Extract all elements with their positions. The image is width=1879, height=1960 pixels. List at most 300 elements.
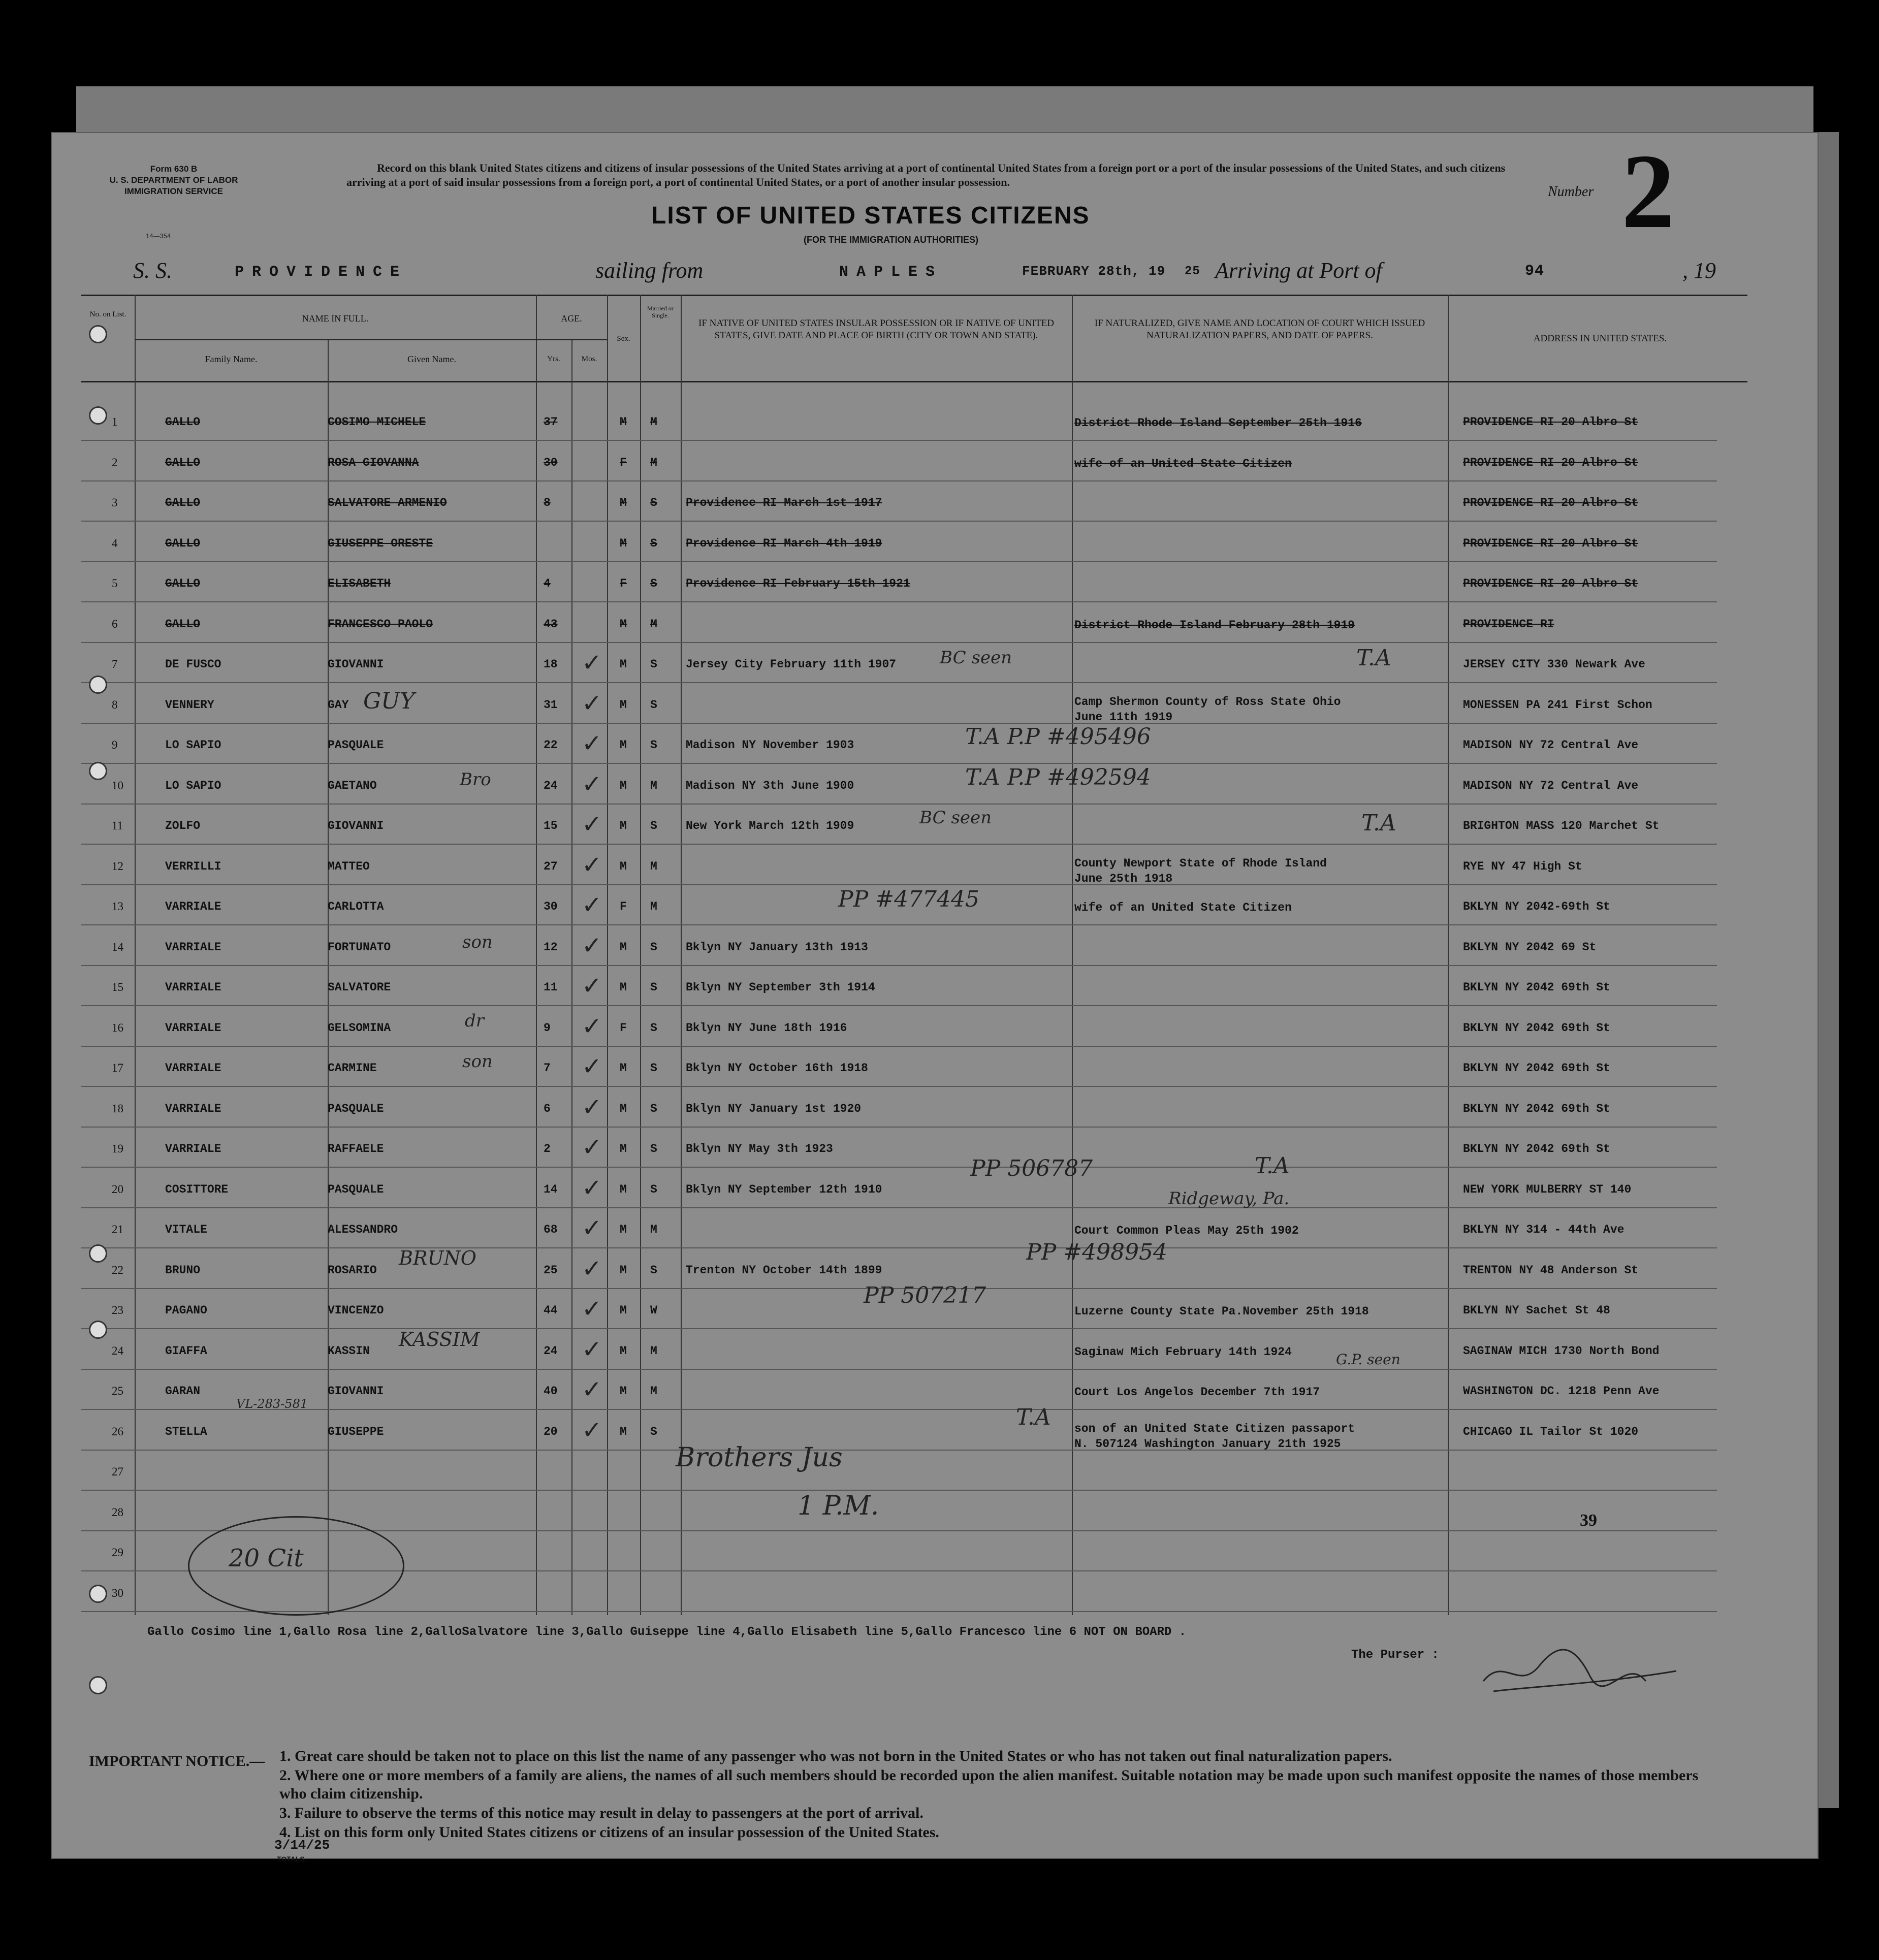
purser-signature [1473,1635,1686,1707]
purser-label: The Purser : [1351,1648,1439,1662]
sex-cell: M [620,859,627,873]
marital-status-cell: M [650,415,657,429]
age-cell: 11 [544,981,558,994]
address-cell: PROVIDENCE RI 20 Albro St [1463,577,1639,590]
marital-status-cell: S [650,1021,657,1035]
age-cell: 20 [544,1425,558,1438]
header-name-in-full: NAME IN FULL. [302,313,369,324]
sex-cell: M [620,940,627,954]
family-name-cell: GALLO [165,415,201,429]
age-cell: 40 [544,1385,558,1398]
age-cell: 27 [544,859,558,873]
row-rule [81,682,1717,683]
address-cell: CHICAGO IL Tailor St 1020 [1463,1425,1639,1438]
arrival-day: 94 [1525,263,1545,280]
family-name-cell: VARRIALE [165,1062,221,1075]
handwritten-passport-9: T.A P.P #495496 [965,724,1151,750]
header-age: AGE. [561,313,582,324]
checkmark-icon: ✓ [582,891,602,919]
row-rule [81,1490,1717,1491]
handwritten-ta-26: T.A [1016,1404,1051,1430]
checkmark-icon: ✓ [582,850,602,879]
row-rule [81,1207,1717,1208]
header-birth: IF NATIVE OF UNITED STATES INSULAR POSSESSION OR IF NATIVE OF UNITED STATES, GIVE DATE AND PLACE OF BIRTH (CITY OR TOWN AND STATE). [698,318,1054,341]
marital-status-cell: M [650,1385,657,1398]
given-name-cell: VINCENZO [328,1304,384,1317]
sex-cell: M [620,1304,627,1317]
birth-cell: Bklyn NY January 1st 1920 [686,1102,862,1115]
binder-hole [89,676,107,694]
row-number: 26 [112,1425,123,1438]
marital-status-cell: S [650,940,657,954]
given-name-cell: KASSIN [328,1344,370,1358]
age-cell: 68 [544,1223,558,1236]
age-cell: 43 [544,617,558,631]
form-reference [108,164,240,197]
address-cell: BKLYN NY 2042 69 St [1463,940,1597,954]
checkmark-icon: ✓ [582,1012,602,1041]
handwritten-passport-10: T.A P.P #492594 [965,764,1151,790]
stamp-date: 3/14/25 [274,1838,330,1853]
row-rule [81,924,1717,925]
row-rule [81,804,1717,805]
checkmark-icon: ✓ [582,810,602,839]
marital-status-cell: M [650,1344,657,1358]
handwritten-bro: Bro [460,769,491,790]
age-cell: 2 [544,1142,551,1155]
row-number: 27 [112,1465,123,1478]
checkmark-icon: ✓ [582,1173,602,1202]
sex-cell: F [620,900,627,913]
row-rule [81,1450,1717,1451]
birth-cell: Providence RI February 15th 1921 [686,577,910,590]
row-number: 23 [112,1304,123,1316]
family-name-cell: GALLO [165,617,201,631]
header-bottom-rule [81,381,1747,382]
row-rule [81,844,1717,845]
checkmark-icon: ✓ [582,1295,602,1323]
age-cell: 24 [544,779,558,792]
checkmark-icon: ✓ [582,1335,602,1364]
row-number: 15 [112,981,123,993]
birth-cell: Bklyn NY May 3th 1923 [686,1142,833,1155]
address-cell: MONESSEN PA 241 First Schon [1463,698,1652,712]
row-number: 8 [112,698,118,711]
address-cell: PROVIDENCE RI 20 Albro St [1463,536,1639,550]
marital-status-cell: S [650,1062,657,1075]
row-number: 17 [112,1062,123,1074]
family-name-cell: PAGANO [165,1304,207,1317]
handwritten-bc-seen-11: BC seen [919,808,992,828]
family-name-cell: GARAN [165,1385,201,1398]
table-row [81,846,1717,886]
row-rule [81,723,1717,724]
checkmark-icon: ✓ [582,1214,602,1242]
sex-cell: M [620,415,627,429]
row-number: 10 [112,779,123,792]
naturalization-cell: County Newport State of Rhode Island June 25th 1918 [1074,856,1327,885]
age-cell: 15 [544,819,558,832]
row-rule [81,561,1717,562]
family-name-cell: VERRILLI [165,859,221,873]
family-name-cell: GALLO [165,536,201,550]
sex-cell: M [620,1425,627,1438]
naturalization-cell: wife of an United State Citizen [1074,901,1292,914]
row-number: 6 [112,617,118,630]
sex-cell: M [620,779,627,792]
row-number: 9 [112,738,118,751]
marital-status-cell: S [650,819,657,832]
header-family-name: Family Name. [205,354,258,364]
sex-cell: M [620,1102,627,1115]
binder-hole [89,1585,107,1603]
binder-hole [89,1676,107,1694]
table-row [81,482,1717,523]
header-married-single: Married or Single. [647,305,674,319]
row-number: 11 [112,819,123,832]
age-cell: 7 [544,1062,551,1075]
family-name-cell: GIAFFA [165,1344,207,1358]
marital-status-cell: S [650,1182,657,1196]
given-name-cell: PASQUALE [328,1182,384,1196]
age-cell: 30 [544,456,558,469]
not-on-board-note: Gallo Cosimo line 1,Gallo Rosa line 2,GalloSalvatore line 3,Gallo Guiseppe line 4,Gallo Elisabeth line 5,Gallo Francesco line 6 NOT ON BOARD . [147,1625,1187,1639]
row-rule [81,642,1717,643]
marital-status-cell: S [650,536,657,550]
table-row [81,805,1717,846]
given-name-cell: CARLOTTA [328,900,384,913]
birth-cell: Bklyn NY January 13th 1913 [686,940,868,954]
marital-status-cell: S [650,1102,657,1115]
birth-cell: Bklyn NY September 3th 1914 [686,981,875,994]
header-naturalization: IF NATURALIZED, GIVE NAME AND LOCATION OF COURT WHICH ISSUED NATURALIZATION PAPERS, AND DATE OF PAPERS. [1094,318,1425,341]
header-sex: Sex. [617,335,630,343]
handwritten-given-guy: GUY [363,688,415,714]
marital-status-cell: S [650,577,657,590]
age-cell: 37 [544,415,558,429]
family-name-cell: STELLA [165,1425,207,1438]
sex-cell: M [620,617,627,631]
sex-cell: M [620,496,627,509]
given-name-cell: ROSA GIOVANNA [328,456,419,469]
age-cell: 44 [544,1304,558,1317]
row-number: 29 [112,1546,123,1559]
sex-cell: M [620,1062,627,1075]
table-row [81,523,1717,563]
table-row [81,1007,1717,1048]
address-cell: BKLYN NY 2042 69th St [1463,981,1610,994]
given-name-cell: FORTUNATO [328,940,391,954]
birth-cell: Trenton NY October 14th 1899 [686,1263,882,1277]
address-cell: BKLYN NY 2042 69th St [1463,1102,1610,1115]
address-cell: SAGINAW MICH 1730 North Bond [1463,1344,1660,1358]
naturalization-cell: Camp Shermon County of Ross State Ohio June 11th 1919 [1074,695,1341,724]
row-number: 2 [112,456,118,469]
marital-status-cell: S [650,658,657,671]
notice-item: 4. List on this form only United States citizens or citizens of an insular possession of the United States. [279,1824,939,1841]
given-name-cell: ALESSANDRO [328,1223,398,1236]
naturalization-cell: District Rhode Island February 28th 1919 [1074,618,1355,632]
row-rule [81,521,1717,522]
table-row [81,563,1717,603]
family-name-cell: LO SAPIO [165,779,221,792]
naturalization-cell: District Rhode Island September 25th 1916 [1074,416,1362,430]
naturalization-cell: Luzerne County State Pa.November 25th 1918 [1074,1305,1369,1318]
checkmark-icon: ✓ [582,1254,602,1283]
sex-cell: M [620,1263,627,1277]
address-cell: PROVIDENCE RI [1463,617,1554,631]
table-row [81,1451,1717,1492]
checkmark-icon: ✓ [582,689,602,718]
address-cell: MADISON NY 72 Central Ave [1463,738,1639,752]
handwritten-son-14: son [462,932,493,952]
sex-cell: M [620,1223,627,1236]
family-name-cell: VARRIALE [165,981,221,994]
row-number: 7 [112,658,118,670]
family-name-cell: GALLO [165,577,201,590]
marital-status-cell: M [650,900,657,913]
sex-cell: M [620,658,627,671]
header-yrs: Yrs. [547,355,560,363]
name-header-rule [135,339,607,340]
address-cell: BKLYN NY 314 - 44th Ave [1463,1223,1625,1236]
given-name-cell: SALVATORE [328,981,391,994]
family-name-cell: COSITTORE [165,1182,229,1196]
row-number: 22 [112,1263,123,1276]
ship-name: PROVIDENCE [235,264,408,281]
row-rule [81,965,1717,966]
totals-label: TOTALS. [277,1855,307,1863]
row-number: 20 [112,1182,123,1196]
table-row [81,967,1717,1007]
checkmark-icon: ✓ [582,1093,602,1121]
row-number: 18 [112,1102,123,1115]
notice-item: 2. Where one or more members of a family are aliens, the names of all such members should be recorded upon the alien manifest. Suitable notation may be made upon such manifest opposite the names of those members who claim citizenship. [279,1767,1699,1802]
row-rule [81,1369,1717,1370]
given-name-cell: FRANCESCO PAOLO [328,617,433,631]
address-cell: WASHINGTON DC. 1218 Penn Ave [1463,1385,1660,1398]
notice-item: 3. Failure to observe the terms of this notice may result in delay to passengers at the port of arrival. [279,1805,923,1821]
handwritten-brothers-note: Brothers Jus [676,1442,843,1473]
birth-cell: Jersey City February 11th 1907 [686,658,897,671]
marital-status-cell: M [650,617,657,631]
sex-cell: M [620,698,627,712]
given-name-cell: GAY [328,698,349,712]
sex-cell: M [620,1344,627,1358]
age-cell: 9 [544,1021,551,1035]
birth-cell: Bklyn NY October 16th 1918 [686,1062,868,1075]
row-rule [81,1409,1717,1410]
table-row [81,442,1717,483]
family-name-cell: VARRIALE [165,940,221,954]
voyage-line [133,258,1759,288]
age-cell: 4 [544,577,551,590]
age-cell: 24 [544,1344,558,1358]
given-name-cell: GIOVANNI [328,658,384,671]
given-name-cell: CARMINE [328,1062,377,1075]
age-cell: 22 [544,738,558,752]
family-name-cell: GALLO [165,496,201,509]
age-cell: 30 [544,900,558,913]
row-number: 24 [112,1344,123,1357]
given-name-cell: RAFFAELE [328,1142,384,1155]
checkmark-icon: ✓ [582,769,602,798]
table-row [81,1128,1717,1169]
family-name-cell: VARRIALE [165,1102,221,1115]
address-cell: PROVIDENCE RI 20 Albro St [1463,456,1639,469]
birth-cell: Providence RI March 4th 1919 [686,536,882,550]
row-number: 30 [112,1586,123,1599]
sailing-label: sailing from [595,258,704,283]
checkmark-icon: ✓ [582,729,602,758]
address-cell: BKLYN NY Sachet St 48 [1463,1304,1610,1317]
handwritten-ridgway: Ridgeway, Pa. [1168,1188,1290,1209]
row-rule [81,440,1717,441]
sex-cell: M [620,536,627,550]
sex-cell: F [620,577,627,590]
departure-port: NAPLES [839,264,943,281]
given-name-cell: GAETANO [328,779,377,792]
given-name-cell: GIOVANNI [328,819,384,832]
family-name-cell: VENNERY [165,698,214,712]
form-number: Form 630 B [150,164,198,174]
handwritten-passport-13: PP #477445 [838,886,980,912]
header-mos: Mos. [581,355,597,363]
row-rule [81,601,1717,602]
notice-list [279,1747,1725,1843]
row-number: 5 [112,577,118,590]
sex-cell: F [620,456,627,469]
address-cell: RYE NY 47 High St [1463,859,1582,873]
binder-hole [89,325,107,343]
handwritten-time: 1 P.M. [798,1491,879,1521]
handwritten-given-bruno: BRUNO [399,1247,476,1269]
age-cell: 31 [544,698,558,712]
service-name: IMMIGRATION SERVICE [124,186,223,196]
marital-status-cell: S [650,738,657,752]
table-row [81,1370,1717,1411]
marital-status-cell: S [650,1142,657,1155]
family-name-cell: VITALE [165,1223,207,1236]
row-number: 12 [112,859,123,873]
header-address: ADDRESS IN UNITED STATES. [1533,333,1667,344]
table-row [81,1169,1717,1209]
checkmark-icon: ✓ [582,972,602,1000]
handwritten-dr-16: dr [465,1011,485,1031]
row-rule [81,884,1717,885]
row-rule [81,1247,1717,1248]
table-row [81,644,1717,684]
address-cell: BKLYN NY 2042 69th St [1463,1142,1610,1155]
sailing-date: FEBRUARY 28th, 19 [1022,264,1166,279]
handwritten-passport-20: PP 506787 [970,1155,1093,1181]
table-row [81,1209,1717,1249]
binder-hole [89,1321,107,1339]
table-row [81,684,1717,725]
naturalization-cell: son of an United State Citizen passaport N. 507124 Washington January 21th 1925 [1074,1422,1355,1451]
row-number: 1 [112,415,118,428]
marital-status-cell: M [650,779,657,792]
row-rule [81,1167,1717,1168]
checkmark-icon: ✓ [582,1133,602,1162]
list-number: 2 [1621,133,1675,250]
checkmark-icon: ✓ [582,1416,602,1444]
address-cell: MADISON NY 72 Central Ave [1463,779,1639,792]
given-name-cell: COSIMO MICHELE [328,415,426,429]
given-name-cell: ROSARIO [328,1263,377,1277]
given-name-cell: GELSOMINA [328,1021,391,1035]
table-row [81,603,1717,644]
birth-cell: Madison NY 3th June 1900 [686,779,854,792]
handwritten-passport-23: PP 507217 [864,1282,986,1308]
row-number: 16 [112,1021,123,1034]
given-name-cell: MATTEO [328,859,370,873]
row-number: 14 [112,940,123,953]
address-cell: TRENTON NY 48 Anderson St [1463,1263,1639,1277]
row-rule [81,1086,1717,1087]
naturalization-cell: Court Los Angelos December 7th 1917 [1074,1386,1320,1399]
row-rule [81,480,1717,481]
marital-status-cell: M [650,1223,657,1236]
arrival-year-prefix: , 19 [1682,258,1716,283]
arriving-label: Arriving at Port of [1215,258,1382,283]
handwritten-passport-22: PP #498954 [1026,1239,1168,1265]
marital-status-cell: S [650,698,657,712]
birth-cell: Bklyn NY June 18th 1916 [686,1021,847,1035]
page-count: 39 [1580,1511,1597,1530]
handwritten-son-17: son [462,1051,493,1072]
birth-cell: Bklyn NY September 12th 1910 [686,1182,882,1196]
row-rule [81,1127,1717,1128]
ss-label: S. S. [133,258,172,283]
notice-item: 1. Great care should be taken not to place on this list the name of any passenger who was not born in the United States or who has not taken out final naturalization papers. [279,1748,1392,1764]
address-cell: JERSEY CITY 330 Newark Ave [1463,658,1645,671]
family-name-cell: VARRIALE [165,1142,221,1155]
sailing-year: 25 [1185,265,1200,278]
table-row [81,765,1717,806]
handwritten-circle-note: 20 Cit [229,1544,304,1572]
checkmark-icon: ✓ [582,649,602,677]
checkmark-icon: ✓ [582,931,602,960]
row-number: 19 [112,1142,123,1155]
birth-cell: Providence RI March 1st 1917 [686,496,882,509]
header-no: No. on List. [89,310,126,318]
sex-cell: F [620,1021,627,1035]
page-title: LIST OF UNITED STATES CITIZENS [651,202,1090,229]
table-top-rule [81,295,1747,296]
address-cell: PROVIDENCE RI 20 Albro St [1463,496,1639,509]
row-rule [81,1046,1717,1047]
table-row [81,724,1717,765]
page-subtitle: (FOR THE IMMIGRATION AUTHORITIES) [804,235,978,245]
row-rule [81,1005,1717,1006]
handwritten-reference: VL-283-581 [236,1397,308,1411]
naturalization-cell: Court Common Pleas May 25th 1902 [1074,1224,1299,1237]
address-cell: NEW YORK MULBERRY ST 140 [1463,1182,1632,1196]
age-cell: 25 [544,1263,558,1277]
given-name-cell: SALVATORE ARMENIO [328,496,447,509]
family-name-cell: BRUNO [165,1263,201,1277]
handwritten-gp-seen: G.P. seen [1336,1351,1400,1368]
age-cell: 18 [544,658,558,671]
sex-cell: M [620,738,627,752]
binder-hole [89,762,107,780]
address-cell: BKLYN NY 2042-69th St [1463,900,1610,913]
department-name: U. S. DEPARTMENT OF LABOR [109,175,238,185]
naturalization-cell: Saginaw Mich February 14th 1924 [1074,1345,1292,1359]
family-name-cell: ZOLFO [165,819,201,832]
address-cell: BKLYN NY 2042 69th St [1463,1021,1610,1035]
